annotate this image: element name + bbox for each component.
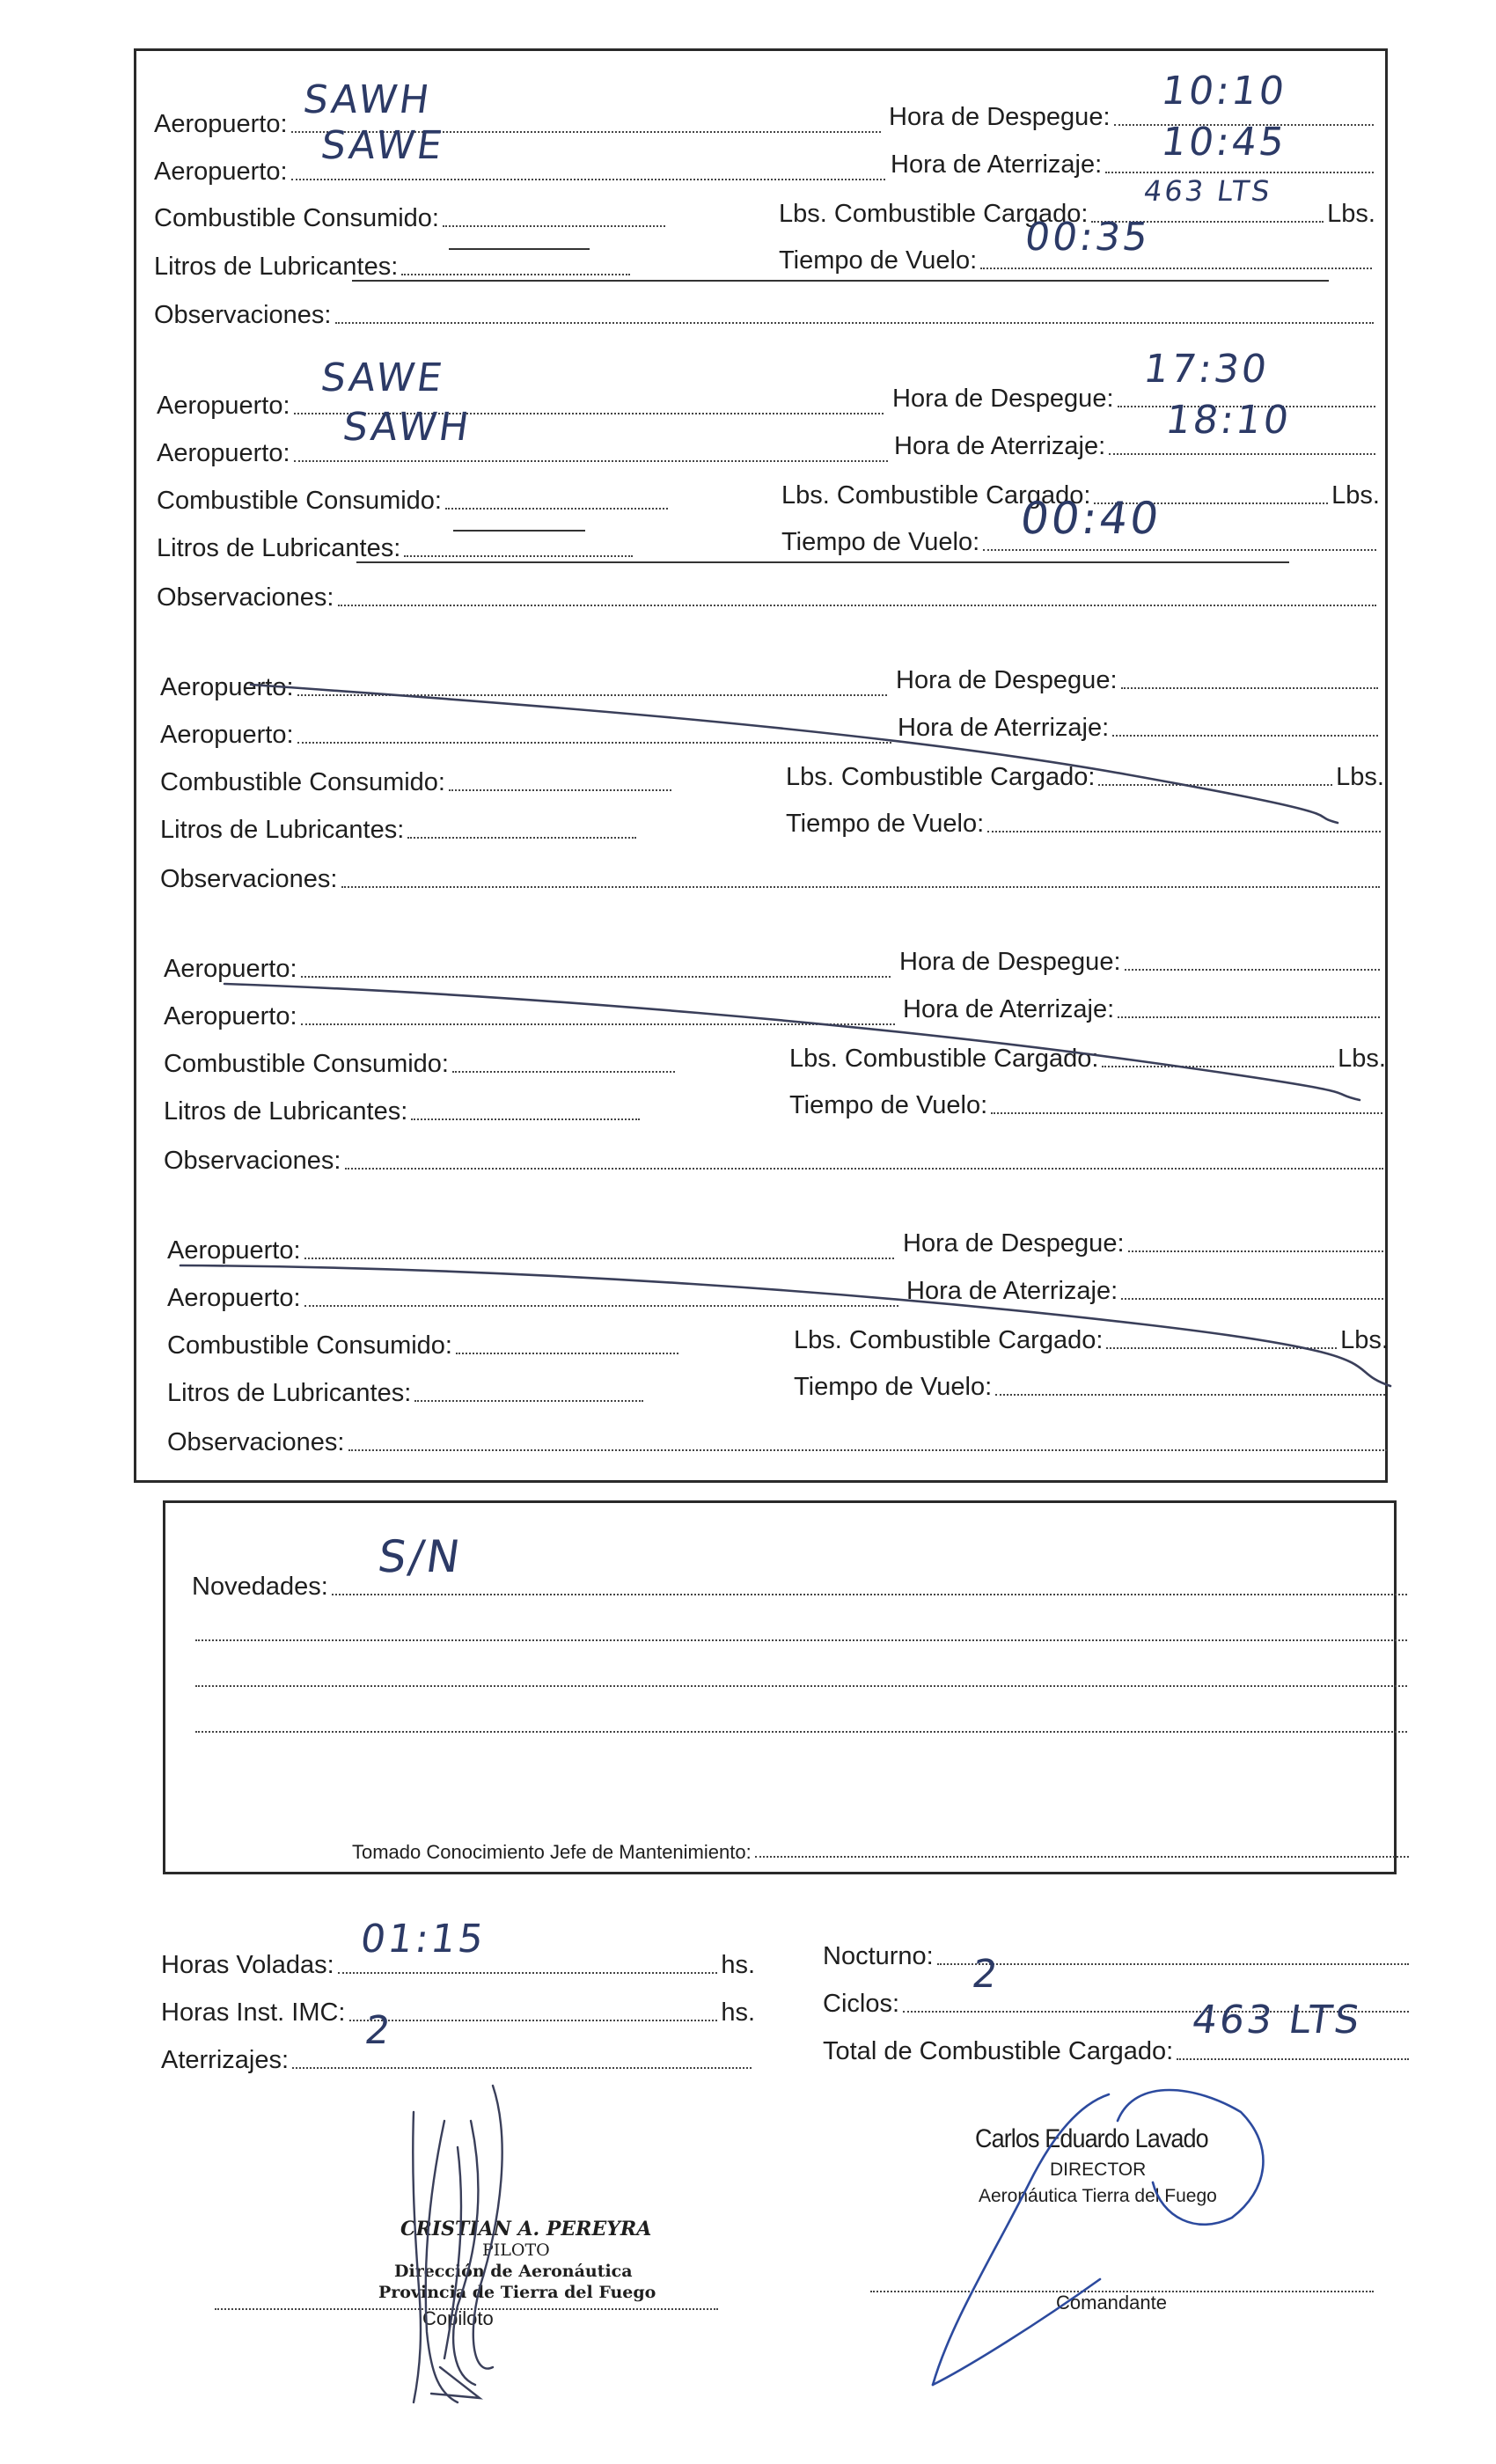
litros-lubricantes-field[interactable]: Litros de Lubricantes:: [167, 1373, 647, 1408]
handwritten-hora-aterrizaje: 18:10: [1162, 398, 1294, 443]
observaciones-field[interactable]: Observaciones:: [164, 1140, 1387, 1176]
aeropuerto-origin-field[interactable]: Aeropuerto:: [167, 1230, 898, 1265]
horas-imc-field[interactable]: Horas Inst. IMC: hs.: [161, 1998, 755, 2027]
total-combustible-field[interactable]: Total de Combustible Cargado:: [823, 2031, 1412, 2066]
novedades-line-2[interactable]: [192, 1612, 1411, 1647]
handwritten-dash: [449, 248, 590, 250]
pilot-stamp-role: PILOTO: [482, 2240, 550, 2260]
hora-despegue-field[interactable]: Hora de Despegue:: [892, 378, 1379, 414]
novedades-line-4[interactable]: [192, 1704, 1411, 1739]
aeropuerto-origin-field[interactable]: Aeropuerto:: [157, 385, 887, 421]
aeropuerto-destination-field[interactable]: Aeropuerto:: [167, 1278, 902, 1313]
horas-voladas-field[interactable]: Horas Voladas: hs.: [161, 1951, 755, 1979]
handwritten-underline: [352, 280, 1329, 282]
handwritten-dash: [453, 530, 585, 532]
combustible-consumido-field[interactable]: Combustible Consumido:: [154, 198, 669, 233]
observaciones-field[interactable]: Observaciones:: [160, 859, 1383, 894]
lbs-combustible-cargado-field[interactable]: Lbs. Combustible Cargado: Lbs.: [781, 481, 1380, 510]
lbs-combustible-cargado-field[interactable]: Lbs. Combustible Cargado: Lbs.: [794, 1326, 1389, 1354]
combustible-consumido-field[interactable]: Combustible Consumido:: [160, 762, 675, 797]
aeropuerto-destination-field[interactable]: Aeropuerto:: [154, 151, 889, 187]
hora-aterrizaje-field[interactable]: Hora de Aterrizaje:: [903, 989, 1383, 1024]
lbs-combustible-cargado-field[interactable]: Lbs. Combustible Cargado: Lbs.: [779, 200, 1375, 228]
handwritten-aeropuerto-origin: SAWE: [318, 356, 448, 400]
handwritten-aeropuerto-origin: SAWH: [300, 77, 435, 122]
handwritten-aeropuerto-destination: SAWE: [318, 123, 448, 168]
hora-despegue-field[interactable]: Hora de Despegue:: [903, 1223, 1387, 1258]
pilot-stamp-province: Provincia de Tierra del Fuego: [378, 2283, 656, 2302]
ciclos-field[interactable]: Ciclos:: [823, 1984, 1412, 2019]
director-org: Aeronáutica Tierra del Fuego: [979, 2186, 1217, 2206]
director-name: Carlos Eduardo Lavado: [975, 2124, 1208, 2153]
comandante-label: Comandante: [1056, 2292, 1167, 2314]
handwritten-hora-aterrizaje: 10:45: [1158, 120, 1290, 165]
hora-aterrizaje-field[interactable]: Hora de Aterrizaje:: [898, 708, 1382, 743]
hora-aterrizaje-field[interactable]: Hora de Aterrizaje:: [894, 426, 1379, 461]
aeropuerto-origin-field[interactable]: Aeropuerto:: [154, 104, 884, 139]
hora-despegue-field[interactable]: Hora de Despegue:: [899, 942, 1383, 977]
tiempo-vuelo-field[interactable]: Tiempo de Vuelo:: [781, 522, 1380, 557]
tiempo-vuelo-field[interactable]: Tiempo de Vuelo:: [789, 1085, 1386, 1120]
handwritten-hora-despegue: 10:10: [1158, 69, 1290, 114]
handwritten-ciclos: 2: [969, 1952, 1003, 1997]
observaciones-field[interactable]: Observaciones:: [154, 295, 1377, 330]
litros-lubricantes-field[interactable]: Litros de Lubricantes:: [157, 528, 636, 563]
observaciones-field[interactable]: Observaciones:: [157, 577, 1380, 612]
tiempo-vuelo-field[interactable]: Tiempo de Vuelo:: [779, 240, 1375, 275]
litros-lubricantes-field[interactable]: Litros de Lubricantes:: [154, 246, 634, 282]
novedades-field[interactable]: Novedades:: [192, 1566, 1411, 1602]
aeropuerto-origin-field[interactable]: Aeropuerto:: [160, 667, 891, 702]
tiempo-vuelo-field[interactable]: Tiempo de Vuelo:: [794, 1367, 1389, 1402]
aeropuerto-destination-field[interactable]: Aeropuerto:: [160, 715, 895, 750]
tomado-conocimiento-field[interactable]: Tomado Conocimiento Jefe de Mantenimiento:: [352, 1829, 1412, 1864]
litros-lubricantes-field[interactable]: Litros de Lubricantes:: [164, 1091, 643, 1126]
hora-despegue-field[interactable]: Hora de Despegue:: [896, 660, 1382, 695]
aeropuerto-destination-field[interactable]: Aeropuerto:: [157, 433, 891, 468]
hora-aterrizaje-field[interactable]: Hora de Aterrizaje:: [891, 144, 1377, 180]
combustible-consumido-field[interactable]: Combustible Consumido:: [167, 1325, 682, 1360]
tiempo-vuelo-field[interactable]: Tiempo de Vuelo:: [786, 803, 1384, 839]
pilot-stamp-org: Dirección de Aeronáutica: [394, 2262, 633, 2281]
hora-despegue-field[interactable]: Hora de Despegue:: [889, 97, 1377, 132]
hora-aterrizaje-field[interactable]: Hora de Aterrizaje:: [906, 1271, 1387, 1306]
pilot-stamp-name: CRISTIAN A. PEREYRA: [400, 2218, 652, 2240]
combustible-consumido-field[interactable]: Combustible Consumido:: [164, 1044, 678, 1079]
aeropuerto-destination-field[interactable]: Aeropuerto:: [164, 996, 898, 1031]
handwritten-horas-voladas: 01:15: [357, 1917, 489, 1962]
aeropuerto-origin-field[interactable]: Aeropuerto:: [164, 949, 894, 984]
observaciones-field[interactable]: Observaciones:: [167, 1422, 1390, 1457]
handwritten-tiempo-vuelo: 00:35: [1022, 215, 1154, 260]
novedades-line-3[interactable]: [192, 1658, 1411, 1693]
litros-lubricantes-field[interactable]: Litros de Lubricantes:: [160, 810, 640, 845]
lbs-combustible-cargado-field[interactable]: Lbs. Combustible Cargado: Lbs.: [786, 763, 1384, 791]
nocturno-field[interactable]: Nocturno:: [823, 1936, 1412, 1971]
handwritten-tiempo-vuelo: 00:40: [1016, 493, 1165, 544]
copiloto-label: Copiloto: [422, 2307, 494, 2329]
handwritten-combustible-cargado: 463 LTS: [1141, 174, 1275, 208]
handwritten-underline: [356, 561, 1289, 563]
handwritten-aeropuerto-destination: SAWH: [340, 405, 474, 450]
aterrizajes-field[interactable]: Aterrizajes:: [161, 2040, 755, 2075]
lbs-combustible-cargado-field[interactable]: Lbs. Combustible Cargado: Lbs.: [789, 1045, 1386, 1073]
handwritten-hora-despegue: 17:30: [1140, 347, 1272, 392]
handwritten-aterrizajes: 2: [362, 2008, 396, 2053]
combustible-consumido-field[interactable]: Combustible Consumido:: [157, 480, 671, 516]
handwritten-total-combustible: 463 LTS: [1189, 1998, 1365, 2042]
director-title: DIRECTOR: [1050, 2160, 1147, 2180]
handwritten-novedades: S/N: [374, 1531, 466, 1582]
